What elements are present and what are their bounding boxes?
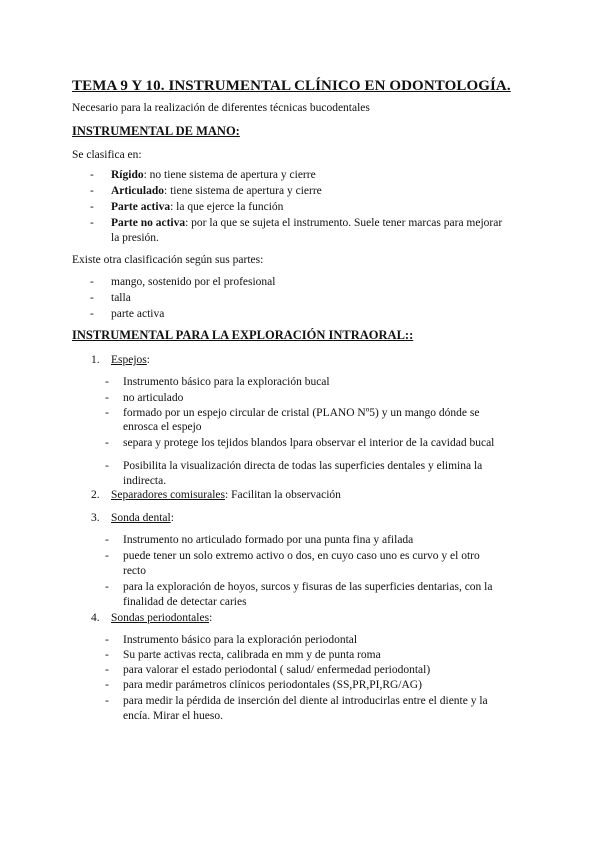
list-item-title: Sondas periodontales: xyxy=(111,612,213,624)
type-item-non-active-part: Parte no activa: por la que se sujeta el instrumento. Suele tener marcas para mejorar xyxy=(111,217,503,229)
bullet-dash: - xyxy=(105,679,109,691)
list-item-title: Sonda dental: xyxy=(111,512,174,524)
bullet-dash: - xyxy=(90,276,94,288)
part-item: parte activa xyxy=(111,308,165,320)
list-number: 1. xyxy=(91,354,100,366)
bullet-text: para medir parámetros clínicos periodontales (SS,PR,PI,RG/AG) xyxy=(123,679,422,691)
bullet-dash: - xyxy=(105,534,109,546)
bullet-text: separa y protege los tejidos blandos lpara observar el interior de la cavidad bucal xyxy=(123,437,495,449)
list-number: 3. xyxy=(91,512,100,524)
bullet-text: Instrumento básico para la exploración periodontal xyxy=(123,634,358,646)
bullet-text: Su parte activas recta, calibrada en mm y de punta roma xyxy=(123,649,381,661)
type-item-rigid: Rígido: no tiene sistema de apertura y cierre xyxy=(111,169,316,181)
section-heading-intraoral-exploration: INSTRUMENTAL PARA LA EXPLORACIÓN INTRAORAL:: xyxy=(72,328,414,342)
classification-intro: Se clasifica en: xyxy=(72,149,142,161)
bullet-text: para valorar el estado periodontal ( salud/ enfermedad periodontal) xyxy=(123,664,431,676)
type-item-articulated: Articulado: tiene sistema de apertura y cierre xyxy=(111,185,322,197)
bullet-text: no articulado xyxy=(123,392,184,404)
bullet-text-continuation: finalidad de detectar caries xyxy=(123,596,247,608)
bullet-dash: - xyxy=(105,550,109,562)
bullet-text-continuation: encía. Mirar el hueso. xyxy=(123,710,223,722)
bullet-dash: - xyxy=(105,392,109,404)
part-item: mango, sostenido por el profesional xyxy=(111,276,276,288)
bullet-dash: - xyxy=(105,649,109,661)
bullet-dash: - xyxy=(105,407,109,419)
bullet-dash: - xyxy=(105,581,109,593)
list-number: 2. xyxy=(91,489,100,501)
bullet-text: para la exploración de hoyos, surcos y fisuras de las superficies dentarias, con la xyxy=(123,581,493,593)
bullet-dash: - xyxy=(90,292,94,304)
bullet-dash: - xyxy=(105,460,109,472)
bullet-text-continuation: enrosca el espejo xyxy=(123,421,202,433)
bullet-dash: - xyxy=(105,664,109,676)
bullet-text: Posibilita la visualización directa de todas las superficies dentales y elimina la xyxy=(123,460,483,472)
bullet-text-continuation: indirecta. xyxy=(123,475,167,487)
bullet-text: Instrumento no articulado formado por una punta fina y afilada xyxy=(123,534,414,546)
bullet-dash: - xyxy=(105,634,109,646)
list-number: 4. xyxy=(91,612,100,624)
type-item-active-part: Parte activa: la que ejerce la función xyxy=(111,201,284,213)
bullet-text: para medir la pérdida de inserción del diente al introducirlas entre el diente y la xyxy=(123,695,488,707)
bullet-text-continuation: recto xyxy=(123,565,146,577)
bullet-dash: - xyxy=(90,185,94,197)
bullet-dash: - xyxy=(90,308,94,320)
bullet-dash: - xyxy=(105,437,109,449)
document-title: TEMA 9 Y 10. INSTRUMENTAL CLÍNICO EN ODONTOLOGÍA. xyxy=(72,78,511,94)
bullet-dash: - xyxy=(90,217,94,229)
bullet-dash: - xyxy=(105,376,109,388)
bullet-dash: - xyxy=(105,695,109,707)
part-item: talla xyxy=(111,292,131,304)
list-item-title: Separadores comisurales: Facilitan la observación xyxy=(111,489,341,501)
section-heading-hand-instruments: INSTRUMENTAL DE MANO: xyxy=(72,124,240,138)
bullet-text: formado por un espejo circular de cristal (PLANO Nº5) y un mango dónde se xyxy=(123,407,480,419)
bullet-dash: - xyxy=(90,169,94,181)
bullet-text: Instrumento básico para la exploración bucal xyxy=(123,376,330,388)
other-classification-text: Existe otra clasificación según sus partes: xyxy=(72,254,264,266)
list-item-title: Espejos: xyxy=(111,354,150,366)
bullet-text: puede tener un solo extremo activo o dos, en cuyo caso uno es curvo y el otro xyxy=(123,550,480,562)
intro-text: Necesario para la realización de diferentes técnicas bucodentales xyxy=(72,102,370,114)
bullet-dash: - xyxy=(90,201,94,213)
type-item-continuation: la presión. xyxy=(111,232,159,244)
